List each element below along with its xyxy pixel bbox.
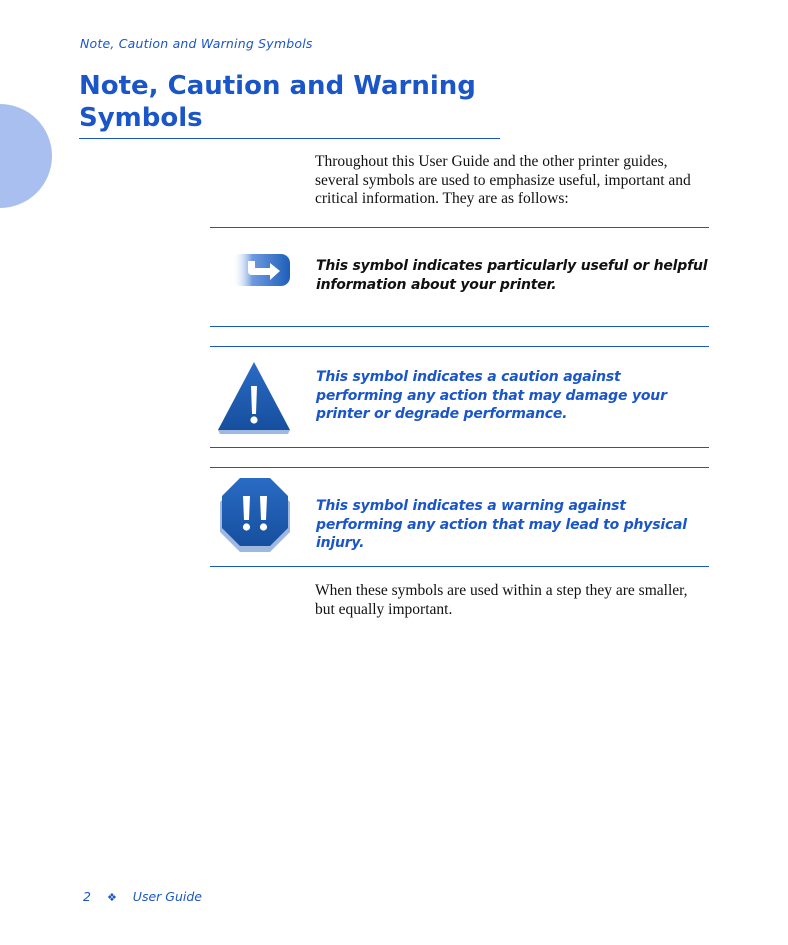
page-footer xyxy=(83,889,202,904)
note-arrow-icon xyxy=(230,251,292,289)
running-header: Note, Caution and Warning Symbols xyxy=(80,36,313,51)
page-number: 2 xyxy=(83,889,91,904)
intro-paragraph: Throughout this User Guide and the other printer guides, several symbols are used to emphasize useful, important and critical information. They are as follows: xyxy=(315,153,691,207)
note-symbol-text: This symbol indicates particularly useful or helpful information about your printer. xyxy=(316,258,708,293)
caution-triangle-icon xyxy=(216,360,292,436)
footer-doc-title: User Guide xyxy=(132,889,202,904)
warning-bottom-rule xyxy=(210,566,709,567)
footer-separator-icon: ❖ xyxy=(106,891,117,904)
note-top-rule xyxy=(210,227,709,228)
title-rule xyxy=(79,138,500,139)
warning-octagon-icon xyxy=(218,476,292,556)
warning-top-rule xyxy=(210,467,709,468)
page-title: Note, Caution and Warning Symbols xyxy=(79,71,476,133)
caution-top-rule xyxy=(210,346,709,347)
warning-symbol-text: This symbol indicates a warning against performing any action that may lead to physical injury. xyxy=(316,498,687,551)
caution-bottom-rule xyxy=(210,447,709,448)
note-bottom-rule xyxy=(210,326,709,327)
closing-paragraph: When these symbols are used within a step they are smaller, but equally important. xyxy=(315,582,688,618)
caution-symbol-text: This symbol indicates a caution against performing any action that may damage your printer or degrade performance. xyxy=(316,369,667,422)
chapter-tab-decoration xyxy=(0,104,52,208)
